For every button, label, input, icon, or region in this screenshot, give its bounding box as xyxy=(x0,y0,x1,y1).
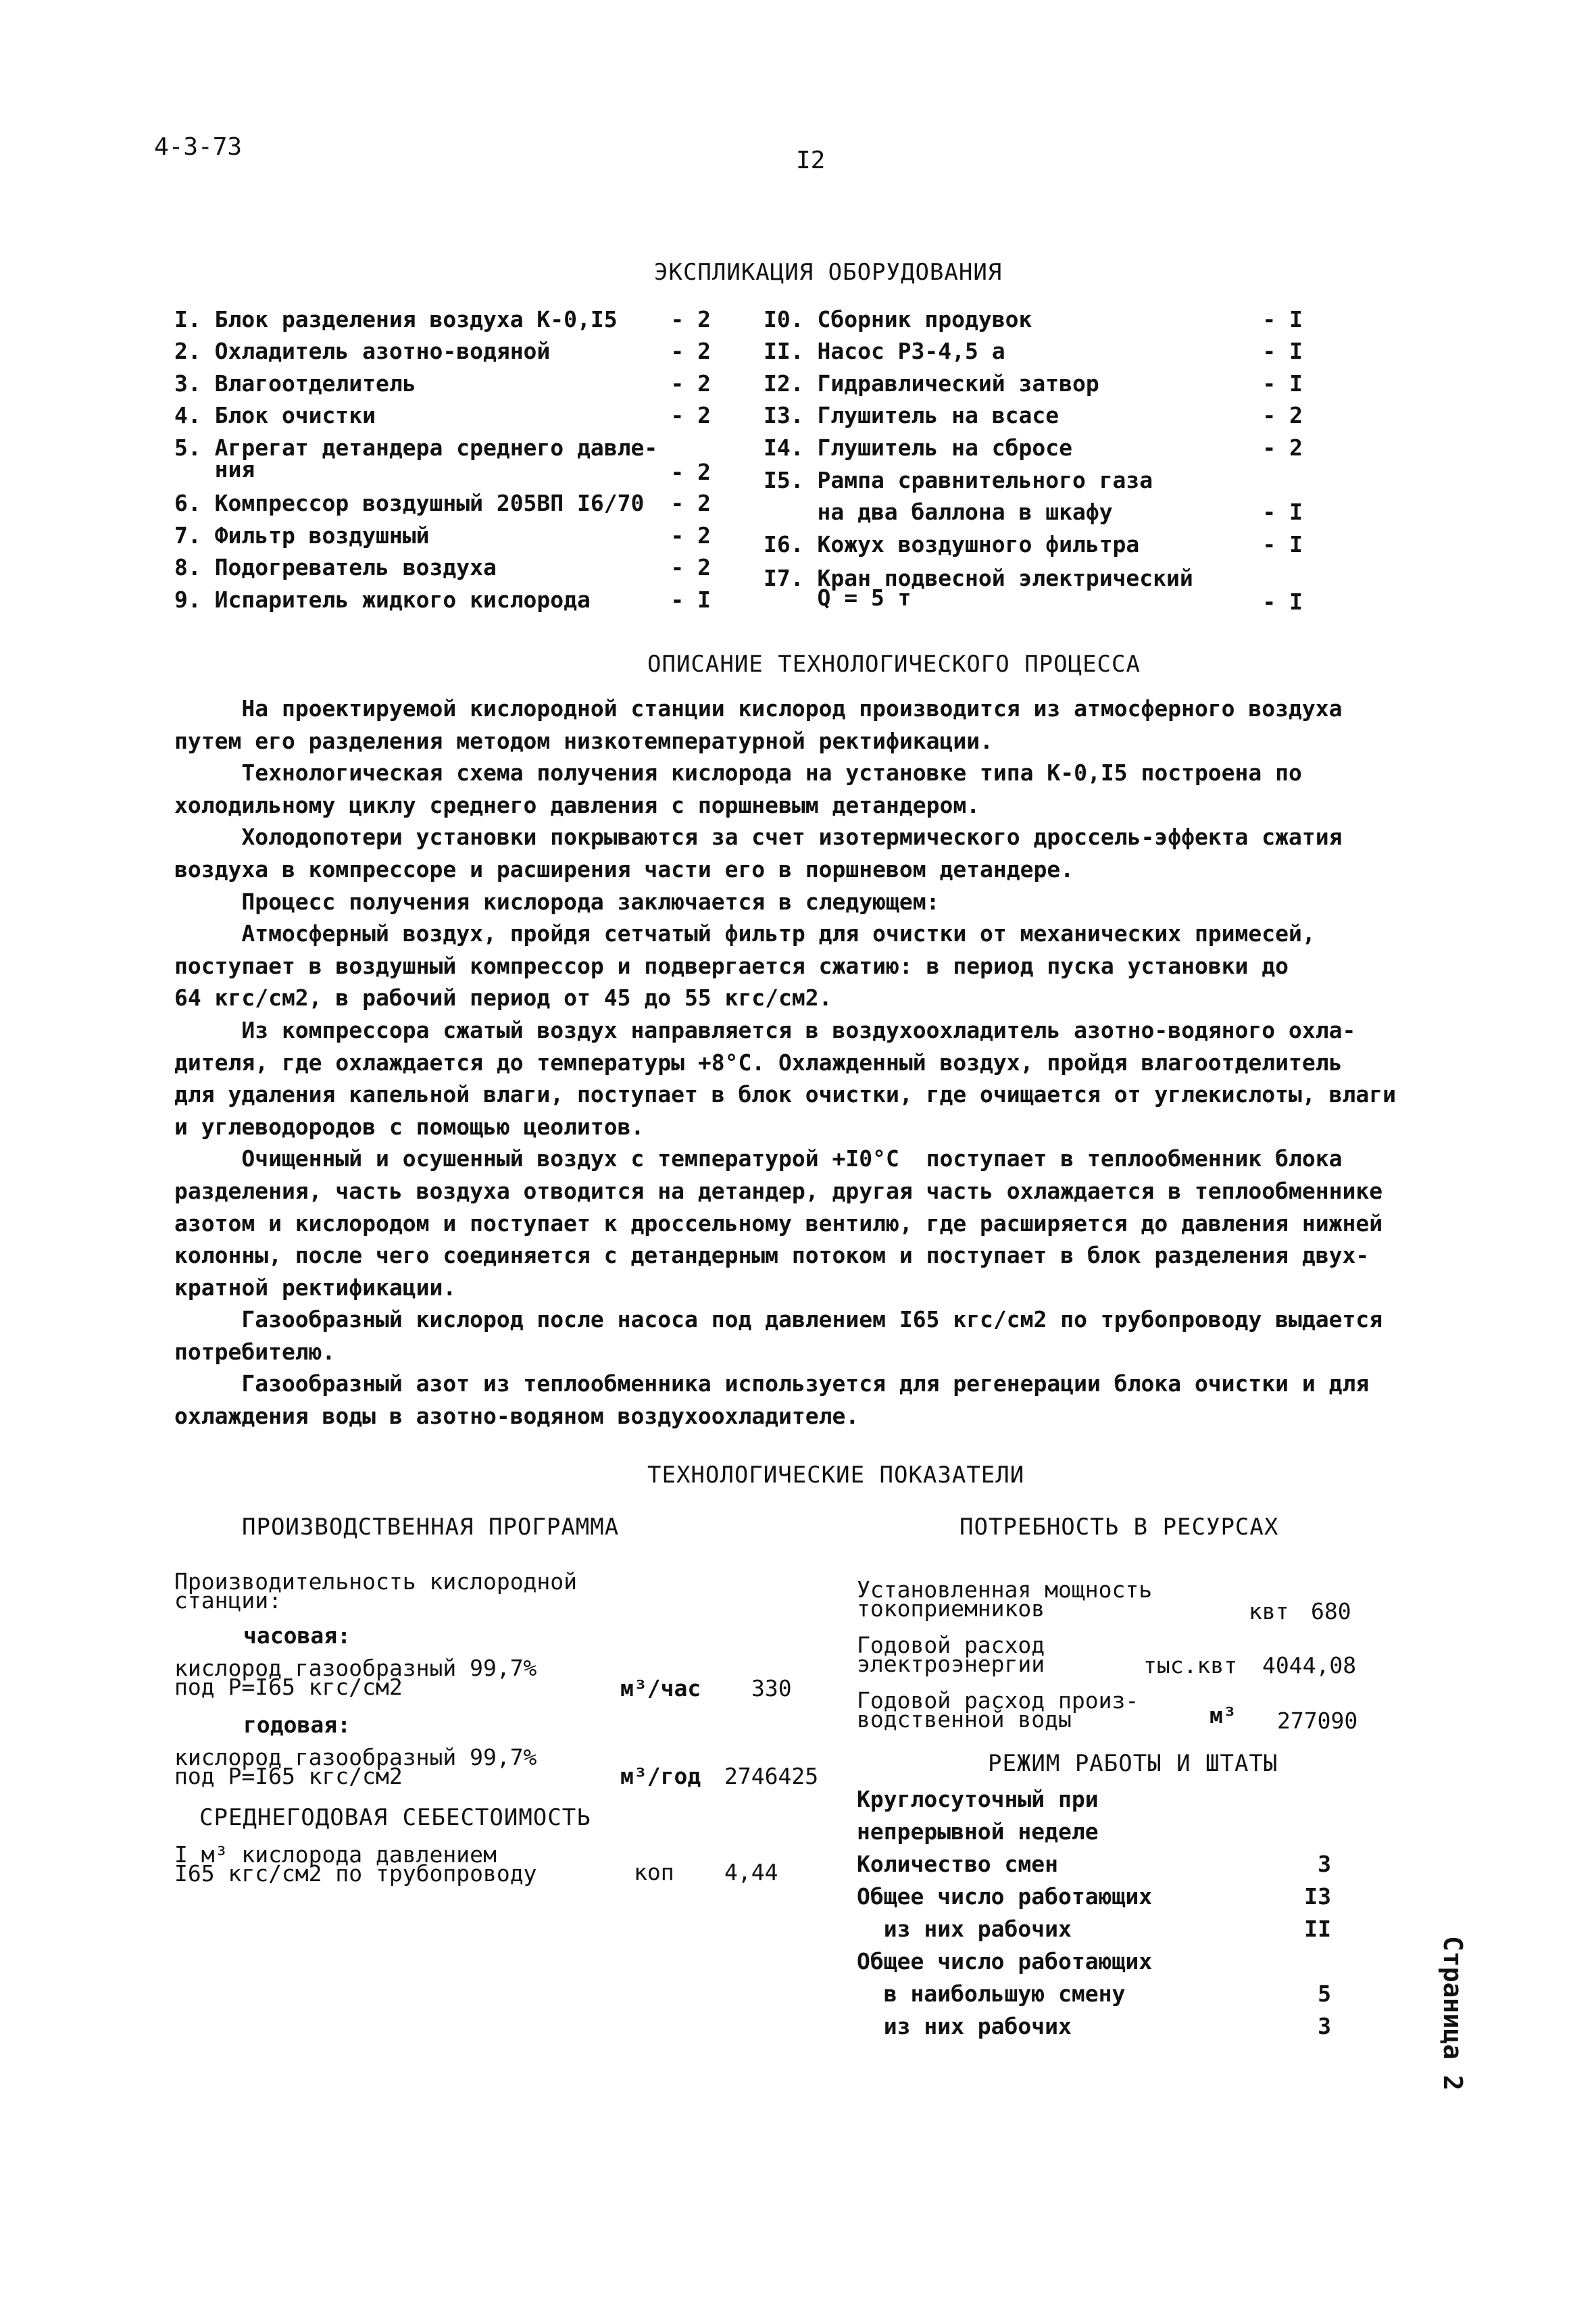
energy-unit: тыс.квт xyxy=(1143,1652,1238,1678)
list-item: 6. Компрессор воздушный 205ВП I6/70 xyxy=(174,490,645,516)
annual-unit: м³/год xyxy=(620,1763,701,1789)
hourly-unit: м³/час xyxy=(620,1675,701,1701)
annual-label: годовая: xyxy=(243,1712,351,1738)
list-item-qty: - 2 xyxy=(670,522,711,549)
list-item: II. Насос РЗ-4,5 а xyxy=(764,338,1005,364)
list-item: 9. Испаритель жидкого кислорода xyxy=(174,587,591,613)
text-line: воздуха в компрессоре и расширения части его в поршневом детандере. xyxy=(174,855,1074,882)
list-item: 8. Подогреватель воздуха xyxy=(174,554,497,580)
list-item-qty: - I xyxy=(1262,531,1303,557)
text-line: и углеводородов с помощью цеолитов. xyxy=(174,1113,645,1140)
staff-row-label: непрерывной неделе xyxy=(857,1818,1099,1845)
text-line: дителя, где охлаждается до температуры +8°С. Охлажденный воздух, пройдя влагоотделитель xyxy=(174,1049,1343,1076)
list-item-qty: - I xyxy=(1262,499,1303,525)
text-line: Холодопотери установки покрываются за счет изотермического дроссель-эффекта сжатия xyxy=(174,824,1343,851)
staff-row-label: из них рабочих xyxy=(857,2013,1072,2039)
cost-item: I65 кгс/см2 по трубопроводу xyxy=(174,1860,537,1887)
power-label: токоприемников xyxy=(857,1595,1045,1622)
list-item-qty: - 2 xyxy=(670,402,711,428)
list-item-cont: ния xyxy=(174,456,255,482)
list-item-cont: на два баллона в шкафу xyxy=(764,499,1113,525)
staff-row-value: II xyxy=(1304,1916,1331,1942)
energy-label: Годовой расход xyxy=(857,1632,1045,1658)
capacity-label: Производительность кислородной xyxy=(174,1568,578,1595)
text-line: охлаждения воды в азотно-водяном воздухоохладителе. xyxy=(174,1403,859,1430)
process-text xyxy=(174,693,1396,1433)
list-item: I7. Кран подвесной электрический xyxy=(764,565,1193,591)
text-line: азотом и кислородом и поступает к дроссельному вентилю, где расширяется до давления нижней xyxy=(174,1210,1383,1237)
list-item-qty: - I xyxy=(1262,370,1303,397)
power-label: Установленная мощность xyxy=(857,1576,1153,1603)
staff-title: РЕЖИМ РАБОТЫ И ШТАТЫ xyxy=(988,1750,1278,1777)
resources-title: ПОТРЕБНОСТЬ В РЕСУРСАХ xyxy=(959,1514,1279,1541)
text-line: холодильному циклу среднего давления с поршневым детандером. xyxy=(174,791,980,818)
indicators-title: ТЕХНОЛОГИЧЕСКИЕ ПОКАЗАТЕЛИ xyxy=(647,1462,1025,1489)
text-line: Процесс получения кислорода заключается в следующем: xyxy=(174,888,940,915)
list-item-qty: - I xyxy=(670,587,711,613)
annual-value: 2746425 xyxy=(724,1763,819,1789)
list-item: 3. Влагоотделитель xyxy=(174,370,416,397)
list-item: I. Блок разделения воздуха К-0,I5 xyxy=(174,306,618,332)
text-line: кратной ректификации. xyxy=(174,1274,457,1301)
energy-label: электроэнергии xyxy=(857,1651,1045,1677)
text-line: На проектируемой кислородной станции кислород производится из атмосферного воздуха xyxy=(174,695,1343,722)
text-line: для удаления капельной влаги, поступает в блок очистки, где очищается от углекислоты, влаги xyxy=(174,1081,1396,1108)
staff-row-label: в наибольшую смену xyxy=(857,1981,1126,2007)
list-item: I4. Глушитель на сбросе xyxy=(764,434,1072,461)
energy-value: 4044,08 xyxy=(1262,1652,1357,1678)
text-line: путем его разделения методом низкотемпературной ректификации. xyxy=(174,727,993,754)
list-item: 4. Блок очистки xyxy=(174,402,376,428)
annual-item: кислород газообразный 99,7% xyxy=(174,1744,537,1770)
staff-row-value: 3 xyxy=(1318,1851,1331,1877)
hourly-label: часовая: xyxy=(243,1622,351,1649)
list-item: I2. Гидравлический затвор xyxy=(764,370,1099,397)
power-unit: квт xyxy=(1249,1598,1289,1624)
list-item-qty: - 2 xyxy=(1262,402,1303,428)
hourly-item: под Р=I65 кгс/см2 xyxy=(174,1674,403,1700)
water-label: Годовой расход произ- xyxy=(857,1687,1139,1714)
hourly-value: 330 xyxy=(751,1675,792,1701)
water-label: водственной воды xyxy=(857,1706,1072,1733)
staff-row-label: из них рабочих xyxy=(857,1916,1072,1942)
cost-title: СРЕДНЕГОДОВАЯ СЕБЕСТОИМОСТЬ xyxy=(199,1804,591,1831)
process-title: ОПИСАНИЕ ТЕХНОЛОГИЧЕСКОГО ПРОЦЕССА xyxy=(647,651,1141,678)
list-item-qty: - 2 xyxy=(670,306,711,332)
staff-row-label: Круглосуточный при xyxy=(857,1786,1099,1812)
text-line: разделения, часть воздуха отводится на детандер, другая часть охлаждается в теплообменнике xyxy=(174,1177,1383,1204)
page-side-label: Страница 2 xyxy=(1438,1936,1468,2091)
page-number: I2 xyxy=(796,147,826,174)
text-line: Газообразный кислород после насоса под давлением I65 кгс/см2 по трубопроводу выдается xyxy=(174,1306,1383,1333)
text-line: колонны, после чего соединяется с детандерным потоком и поступает в блок разделения двух- xyxy=(174,1242,1370,1269)
list-item-qty: - I xyxy=(1262,306,1303,332)
hourly-item: кислород газообразный 99,7% xyxy=(174,1655,537,1681)
list-item: I6. Кожух воздушного фильтра xyxy=(764,531,1140,557)
cost-item: I м³ кислорода давлением xyxy=(174,1841,497,1868)
water-value: 277090 xyxy=(1277,1708,1358,1734)
text-line: Технологическая схема получения кислорода на установке типа К-0,I5 построена по xyxy=(174,760,1302,787)
list-item: 5. Агрегат детандера среднего давле- xyxy=(174,434,658,461)
list-item: I5. Рампа сравнительного газа xyxy=(764,467,1153,493)
list-item-qty: - 2 xyxy=(670,338,711,364)
staff-row-label: Общее число работающих xyxy=(857,1883,1153,1910)
staff-row-label: Количество смен xyxy=(857,1851,1059,1877)
cost-value: 4,44 xyxy=(724,1859,778,1885)
list-item: 2. Охладитель азотно-водяной xyxy=(174,338,551,364)
staff-row-value: I3 xyxy=(1304,1883,1331,1910)
capacity-label: станции: xyxy=(174,1587,282,1614)
staff-row-value: 3 xyxy=(1318,2013,1331,2039)
text-line: Атмосферный воздух, пройдя сетчатый фильтр для очистки от механических примесей, xyxy=(174,920,1316,947)
staff-row-value: 5 xyxy=(1318,1981,1331,2007)
text-line: Газообразный азот из теплообменника используется для регенерации блока очистки и для xyxy=(174,1370,1370,1397)
text-line: поступает в воздушный компрессор и подвергается сжатию: в период пуска установки до xyxy=(174,952,1289,979)
list-item-qty: - 2 xyxy=(670,459,711,485)
water-unit: м³ xyxy=(1210,1702,1237,1728)
cost-unit: коп xyxy=(634,1859,674,1885)
list-item-qty: - I xyxy=(1262,338,1303,364)
program-title: ПРОИЗВОДСТВЕННАЯ ПРОГРАММА xyxy=(242,1514,620,1541)
text-line: 64 кгс/см2, в рабочий период от 45 до 55 кгс/см2. xyxy=(174,985,832,1012)
power-value: 680 xyxy=(1311,1598,1351,1624)
list-item-cont: Q = 5 т xyxy=(764,584,912,611)
annual-item: под Р=I65 кгс/см2 xyxy=(174,1763,403,1789)
list-item: I3. Глушитель на всасе xyxy=(764,402,1059,428)
list-item-qty: - 2 xyxy=(670,490,711,516)
list-item-qty: - 2 xyxy=(670,554,711,580)
list-item-qty: - 2 xyxy=(670,370,711,397)
text-line: потребителю. xyxy=(174,1338,336,1365)
list-item: 7. Фильтр воздушный xyxy=(174,522,430,549)
staff-row-label: Общее число работающих xyxy=(857,1948,1153,1974)
list-item: I0. Сборник продувок xyxy=(764,306,1032,332)
document-code: 4-3-73 xyxy=(154,133,243,161)
text-line: Из компрессора сжатый воздух направляется в воздухоохладитель азотно-водяного охла- xyxy=(174,1016,1356,1043)
explication-title: ЭКСПЛИКАЦИЯ ОБОРУДОВАНИЯ xyxy=(654,259,1003,286)
text-line: Очищенный и осушенный воздух с температурой +I0°С поступает в теплообменник блока xyxy=(174,1145,1343,1172)
list-item-qty: - 2 xyxy=(1262,434,1303,461)
list-item-qty: - I xyxy=(1262,589,1303,615)
